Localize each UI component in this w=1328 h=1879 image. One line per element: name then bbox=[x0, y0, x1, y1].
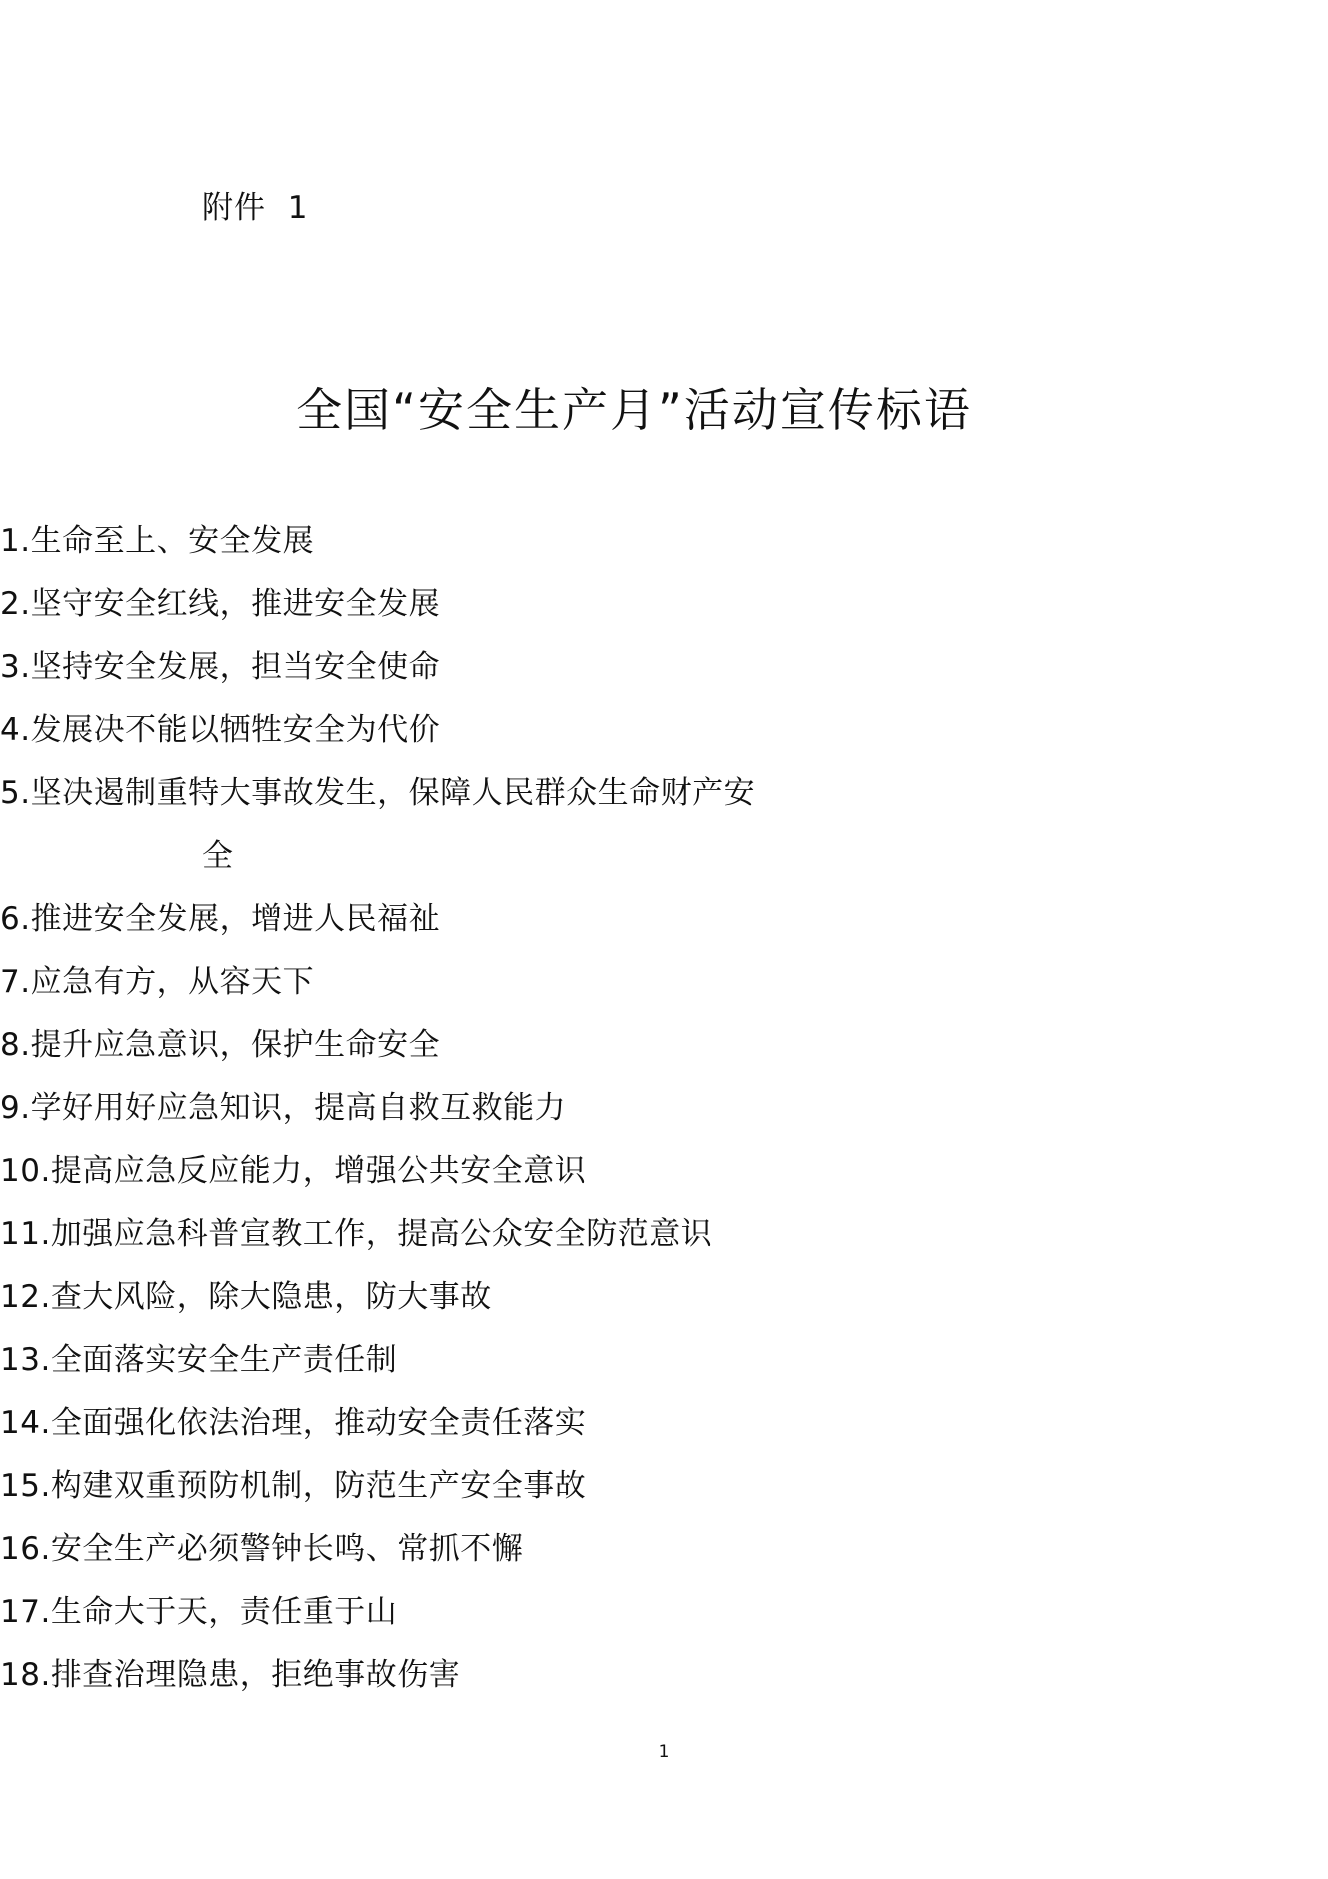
slogan-text: 全面强化依法治理，推动安全责任落实 bbox=[50, 1405, 587, 1441]
slogan-number: 4. bbox=[0, 712, 31, 748]
slogan-text: 提升应急意识，保护生命安全 bbox=[30, 1027, 441, 1063]
slogan-item bbox=[0, 1203, 1328, 1266]
slogan-item bbox=[0, 510, 1328, 573]
slogan-text: 生命至上、安全发展 bbox=[30, 523, 315, 559]
slogan-number: 1. bbox=[0, 523, 31, 559]
slogan-text: 应急有方，从容天下 bbox=[30, 964, 315, 1000]
slogan-item bbox=[0, 1014, 1328, 1077]
slogan-text: 排查治理隐患，拒绝事故伤害 bbox=[50, 1657, 461, 1693]
attachment-label: 附件 1 bbox=[202, 190, 309, 226]
slogan-text: 查大风险，除大隐患，防大事故 bbox=[50, 1279, 492, 1315]
slogan-item bbox=[0, 762, 1328, 825]
slogan-continuation: 全 bbox=[202, 838, 233, 874]
slogan-text: 生命大于天，责任重于山 bbox=[50, 1594, 398, 1630]
slogan-item bbox=[0, 1392, 1328, 1455]
slogan-item bbox=[0, 1266, 1328, 1329]
slogan-number: 10. bbox=[0, 1153, 51, 1189]
slogan-text: 学好用好应急知识，提高自救互救能力 bbox=[30, 1090, 567, 1126]
slogan-number: 3. bbox=[0, 649, 31, 685]
slogan-number: 9. bbox=[0, 1090, 31, 1126]
slogan-number: 12. bbox=[0, 1279, 51, 1315]
slogan-number: 6. bbox=[0, 901, 31, 937]
slogan-text: 构建双重预防机制，防范生产安全事故 bbox=[50, 1468, 587, 1504]
slogan-number: 17. bbox=[0, 1594, 51, 1630]
slogan-number: 8. bbox=[0, 1027, 31, 1063]
slogan-number: 14. bbox=[0, 1405, 51, 1441]
slogan-text: 坚守安全红线，推进安全发展 bbox=[30, 586, 441, 622]
slogan-text: 全面落实安全生产责任制 bbox=[50, 1342, 398, 1378]
slogan-item bbox=[0, 1077, 1328, 1140]
slogan-number: 2. bbox=[0, 586, 31, 622]
slogan-text: 安全生产必须警钟长鸣、常抓不懈 bbox=[50, 1531, 524, 1567]
slogan-number: 18. bbox=[0, 1657, 51, 1693]
slogan-text: 坚持安全发展，担当安全使命 bbox=[30, 649, 441, 685]
slogan-item bbox=[0, 1518, 1328, 1581]
slogan-item bbox=[0, 699, 1328, 762]
slogan-number: 13. bbox=[0, 1342, 51, 1378]
slogan-number: 11. bbox=[0, 1216, 51, 1252]
slogan-item bbox=[0, 1455, 1328, 1518]
slogan-text: 推进安全发展，增进人民福祉 bbox=[30, 901, 441, 937]
slogan-text: 加强应急科普宣教工作，提高公众安全防范意识 bbox=[50, 1216, 713, 1252]
slogan-number: 15. bbox=[0, 1468, 51, 1504]
slogan-text: 发展决不能以牺牲安全为代价 bbox=[30, 712, 441, 748]
slogan-item bbox=[0, 636, 1328, 699]
slogan-text: 提高应急反应能力，增强公共安全意识 bbox=[50, 1153, 587, 1189]
slogan-item bbox=[0, 1329, 1328, 1392]
slogan-list bbox=[0, 510, 1328, 1707]
slogan-text: 坚决遏制重特大事故发生，保障人民群众生命财产安 bbox=[30, 775, 756, 811]
slogan-item bbox=[0, 951, 1328, 1014]
slogan-number: 16. bbox=[0, 1531, 51, 1567]
slogan-number: 5. bbox=[0, 775, 31, 811]
slogan-item bbox=[0, 888, 1328, 951]
slogan-number: 7. bbox=[0, 964, 31, 1000]
slogan-item bbox=[0, 573, 1328, 636]
slogan-item bbox=[0, 1140, 1328, 1203]
page-number: 1 bbox=[658, 1742, 670, 1762]
document-title: 全国“安全生产月”活动宣传标语 bbox=[296, 383, 972, 437]
slogan-item bbox=[0, 1581, 1328, 1644]
slogan-item bbox=[0, 1644, 1328, 1707]
